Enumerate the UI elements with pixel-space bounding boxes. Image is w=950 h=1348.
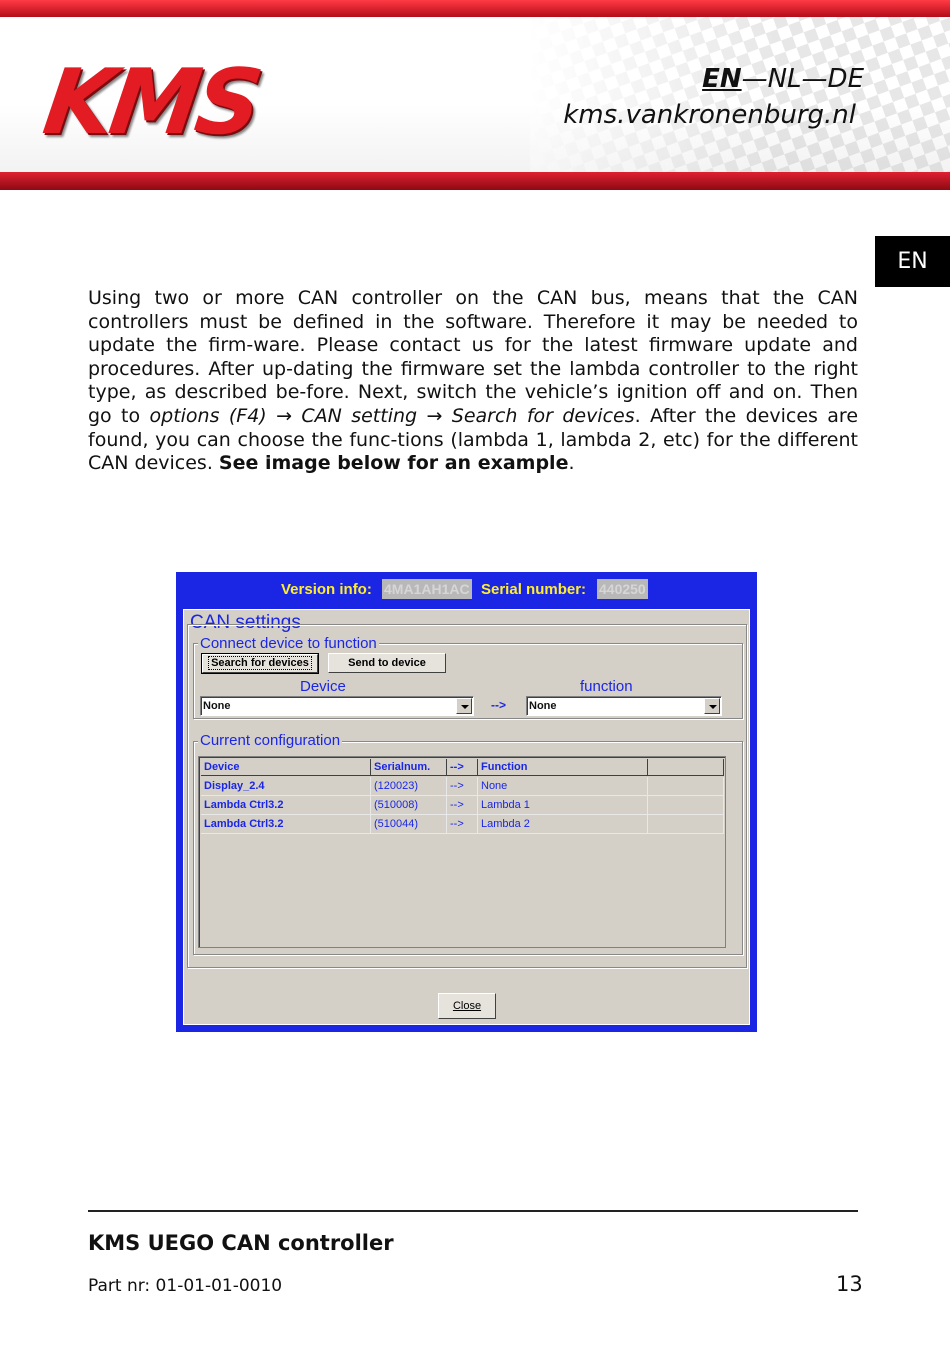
search-devices-button[interactable] [202,654,318,673]
function-label: function [580,678,633,695]
send-to-device-button[interactable] [328,653,446,673]
language-tab: EN [875,236,950,287]
version-label: Version info: [281,581,372,598]
header-bottom-bar [0,172,950,190]
chevron-down-icon[interactable] [456,698,472,714]
lang-others: —NL—DE [741,64,864,94]
close-label: Close [452,1000,482,1012]
table-cell-device[interactable]: Lambda Ctrl3.2 [201,796,371,815]
chevron-down-icon[interactable] [704,698,720,714]
table-cell-function[interactable]: Lambda 2 [478,815,648,834]
footer-rule [88,1210,858,1212]
table-cell-function[interactable]: None [478,777,648,796]
arrow-indicator: --> [491,698,506,712]
column-header-serial[interactable]: Serialnum. [371,759,447,776]
column-header-arrow[interactable]: --> [447,759,478,776]
version-value: 4MA1AH1AC [384,581,470,597]
table-cell-extra [648,777,724,796]
search-devices-label: Search for devices [208,656,312,670]
can-settings-title: CAN settings [190,612,301,633]
column-header-function[interactable]: Function [478,759,648,776]
connect-group-title: Connect device to function [200,635,377,652]
part-number: Part nr: 01-01-01-0010 [88,1276,283,1296]
language-selector [702,64,864,94]
can-settings-window [183,609,750,1025]
serial-label: Serial number: [481,581,587,598]
para-menu-path: options (F4) → CAN setting → Search for devices [149,404,635,427]
page-header [0,0,950,190]
kms-logo: KMS [37,50,265,155]
page-number: 13 [836,1272,863,1296]
device-select[interactable] [200,696,474,716]
table-cell-extra [648,796,724,815]
checkered-flag-background [530,17,950,172]
function-select[interactable] [526,696,722,716]
can-settings-screenshot [176,572,757,1032]
para-text-3: . [568,452,575,475]
table-cell-arrow: --> [447,777,478,796]
table-cell-serial[interactable]: (120023) [371,777,447,796]
table-cell-extra [648,815,724,834]
website-url: kms.vankronenburg.nl [563,100,856,130]
para-bold: See image below for an example [218,452,569,475]
table-cell-serial[interactable]: (510008) [371,796,447,815]
device-label: Device [300,678,346,695]
version-bar [176,572,757,606]
lang-en[interactable]: EN [702,64,742,94]
send-to-device-label: Send to device [348,657,426,669]
table-cell-arrow: --> [447,796,478,815]
close-button[interactable] [438,993,496,1019]
column-header-device[interactable]: Device [201,759,371,776]
serial-value: 440250 [599,581,646,597]
column-header-extra[interactable] [648,759,724,776]
table-cell-serial[interactable]: (510044) [371,815,447,834]
config-group-title: Current configuration [200,732,341,749]
table-cell-function[interactable]: Lambda 1 [478,796,648,815]
configuration-table[interactable] [198,756,726,948]
function-select-value: None [529,700,557,712]
table-cell-device[interactable]: Lambda Ctrl3.2 [201,815,371,834]
table-cell-arrow: --> [447,815,478,834]
para-text-2: . After the devices are found, you can choose the func-tions (lambda 1, lambda 2, etc) for the different CAN devices. [88,404,859,475]
header-top-bar [0,0,950,17]
body-paragraph [88,287,858,476]
para-text-1: Using two or more CAN controller on the CAN bus, means that the CAN controllers must be defined in the software. Therefore it may be needed to update the firm-ware. Please contact us for the latest firmware update and procedures. After up-dating the firmware set the lambda controller to the right type, as described be-fore. Next, switch the vehicle’s ignition off and on. Then go to [88,287,858,427]
footer-title: KMS UEGO CAN controller [88,1231,394,1255]
table-cell-device[interactable]: Display_2.4 [201,777,371,796]
device-select-value: None [203,700,231,712]
